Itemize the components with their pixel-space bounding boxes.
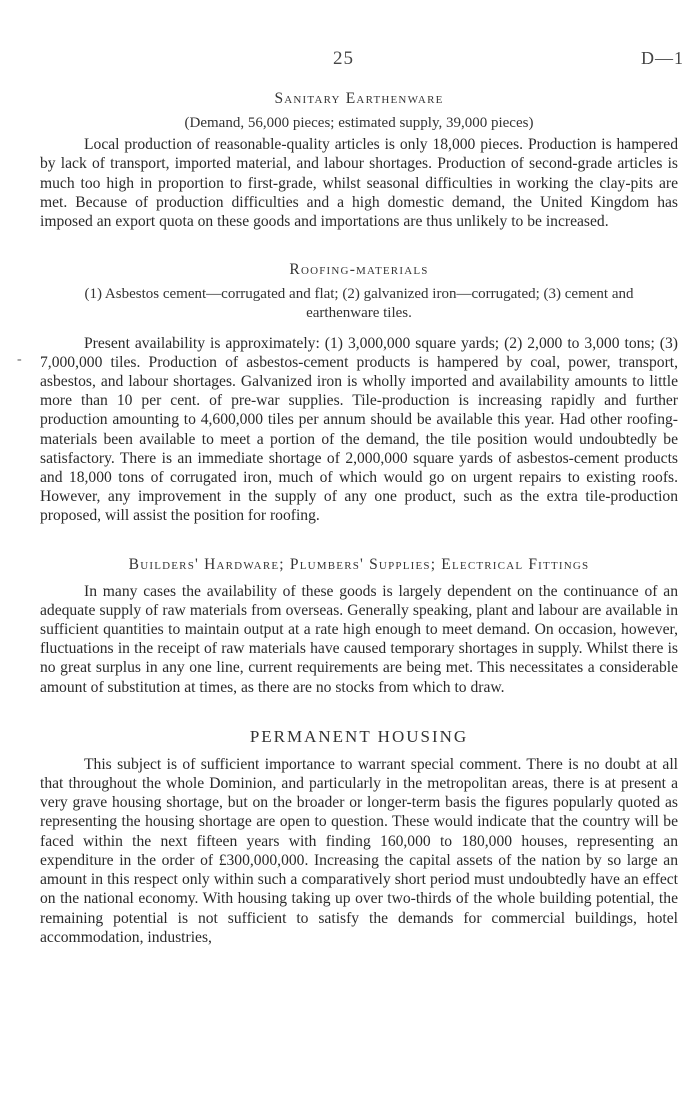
margin-mark: -	[17, 352, 22, 367]
section-permanent-housing	[40, 727, 678, 947]
section-subheading: (1) Asbestos cement—corrugated and flat; (2) galvanized iron—corrugated; (3) cement and earthenware tiles.	[84, 286, 634, 322]
page-number: 25	[333, 48, 354, 69]
section-heading: Sanitary Earthenware	[274, 90, 444, 107]
section-heading: Builders' Hardware; Plumbers' Supplies; Electrical Fittings	[128, 555, 590, 573]
section-subheading: (Demand, 56,000 pieces; estimated supply, 39,000 pieces)	[184, 115, 534, 131]
major-heading: PERMANENT HOUSING	[249, 726, 469, 746]
section-sanitary-earthenware	[40, 90, 678, 231]
section-paragraph: Local production of reasonable-quality articles is only 18,000 pieces. Production is hampered by lack of transport, imported material, and labour shortages. Production of second-grade articles is much too high in proportion to first-grade, whilst seasonal difficulties in working the clay-pits are met. Because of production difficulties and a high domestic demand, the United Kingdom has imposed an export quota on these goods and importations are thus unlikely to be increased.	[40, 136, 678, 231]
page-reference: D—1	[641, 48, 684, 68]
document-body	[40, 90, 678, 947]
section-heading: Roofing-materials	[289, 261, 429, 279]
section-paragraph: This subject is of sufficient importance to warrant special comment. There is no doubt at all that throughout the whole Dominion, and particularly in the metropolitan areas, there is at present a very grave housing shortage, but on the broader or longer-term basis the figures popularly quoted as representing the housing shortage are open to question. These would indicate that the country will be faced within the next fifteen years with finding 160,000 to 180,000 houses, representing an expenditure in the order of £300,000,000. Increasing the capital assets of the nation by so large an amount in this respect only within such a comparatively short period must undoubtedly have an effect on the national economy. With housing taking up over two-thirds of the whole building potential, the remaining potential is not sufficient to satisfy the demands for commercial buildings, hotel accommodation, industries,	[40, 755, 678, 946]
section-paragraph: Present availability is approximately: (1) 3,000,000 square yards; (2) 2,000 to 3,000 tons; (3) 7,000,000 tiles. Production of asbestos-cement products is hampered by coal, power, transport, asbestos, and labour shortages. Galvanized iron is wholly imported and availability amounts to little more than 10 per cent. of pre-war supplies. Tile-production is increasing rapidly and further production amounting to 4,600,000 tiles per annum should be available this year. Had other roofing-materials been available to meet a portion of the demand, the tile position would undoubtedly be satisfactory. There is an immediate shortage of 2,000,000 square yards of asbestos-cement products and 18,000 tons of corrugated iron, much of which would go on urgent repairs to existing roofs. However, any improvement in the supply of any one product, such as the extra tile-production proposed, will assist the position for roofing.	[40, 334, 678, 525]
section-builders-hardware	[40, 556, 678, 697]
section-paragraph: In many cases the availability of these goods is largely dependent on the continuance of an adequate supply of raw materials from overseas. Generally speaking, plant and labour are available in sufficient quantities to maintain output at a rate high enough to meet demand. On occasion, however, fluctuations in the receipt of raw materials have caused temporary shortages in supply. Whilst there is no great surplus in any one line, current requirements are being met. This necessitates a considerable amount of substitution at times, as there are no stocks from which to draw.	[40, 582, 678, 696]
section-roofing-materials	[40, 261, 678, 525]
